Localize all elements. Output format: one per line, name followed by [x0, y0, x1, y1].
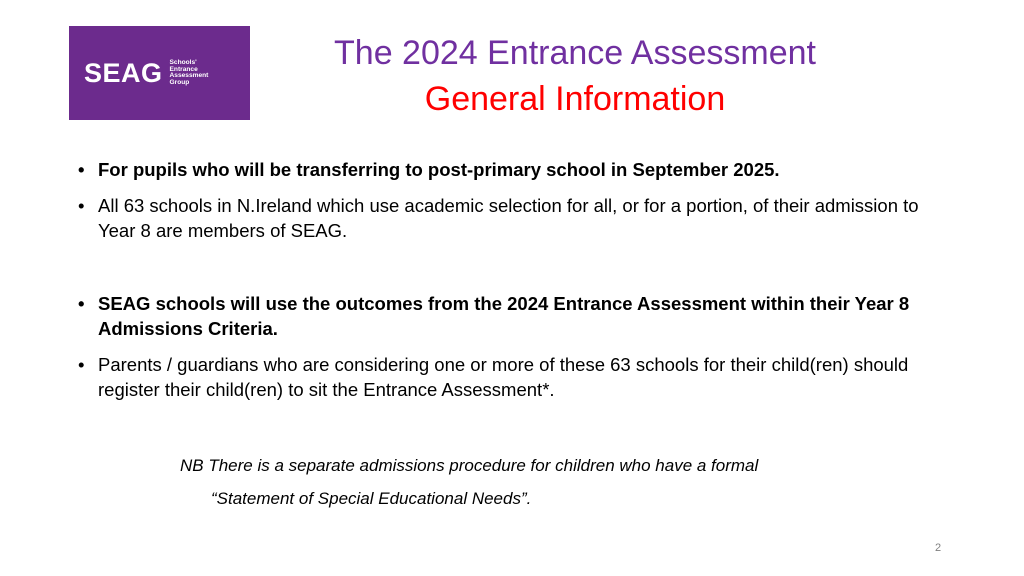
seag-logo	[69, 26, 250, 120]
logo-line: Assessment	[169, 72, 209, 79]
nb-note	[180, 449, 758, 515]
bullet-item: • SEAG schools will use the outcomes from the 2024 Entrance Assessment within their Year 8 Admissions Criteria.	[74, 291, 954, 341]
slide-title-line2: General Information	[424, 80, 726, 118]
bullet-item: • All 63 schools in N.Ireland which use academic selection for all, or for a portion, of their admission to Year 8 are members of SEAG.	[74, 193, 954, 243]
slide-title-line1: The 2024 Entrance Assessment	[334, 34, 816, 72]
nb-note-line2: “Statement of Special Educational Needs”.	[211, 489, 532, 508]
seag-logo-text	[170, 60, 209, 86]
bullet-item: • For pupils who will be transferring to post-primary school in September 2025.	[74, 157, 954, 182]
bullet-list	[74, 157, 954, 402]
logo-line: Entrance	[169, 65, 198, 73]
nb-note-line1: NB There is a separate admissions procedure for children who have a formal	[180, 456, 759, 475]
logo-line: Schools'	[169, 59, 197, 66]
page-number: 2	[935, 542, 942, 554]
logo-line: Group	[169, 78, 190, 86]
seag-logo-mark: SEAG	[84, 57, 163, 88]
slide-title	[260, 30, 890, 122]
bullet-item: • Parents / guardians who are considering one or more of these 63 schools for their child(ren) should register their child(ren) to sit the Entrance Assessment*.	[74, 352, 954, 402]
